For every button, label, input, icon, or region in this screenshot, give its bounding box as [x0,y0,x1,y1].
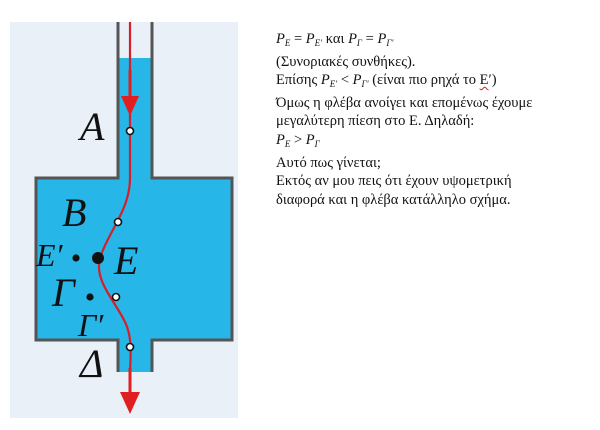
point-E-prime [72,254,79,261]
result-inequality-line [276,131,596,154]
eq-sign: = [290,31,306,47]
label-B: B [62,190,87,235]
explanation-text [276,30,596,209]
var-P-Gamma-prime: $P_{\Gamma'}$ [377,31,394,48]
point-Gamma-prime [86,293,93,300]
flow-arrow-top-shaft [129,70,132,98]
shallower-note: (είναι πιο ρηχά το [368,72,480,89]
also-word: Επίσης [276,72,321,89]
point-Delta [127,344,134,351]
eq-sign-2: = [362,31,378,47]
text-line-9: διαφορά και η φλέβα κατάλληλο σχήμα. [276,191,511,208]
label-Gamma-prime: Γ′ [78,307,104,343]
var-P-E: $P_E$ [276,31,291,48]
text-line-4: Όμως η φλέβα ανοίγει και επομένως έχουμε [276,94,533,111]
text-line-7: Αυτό πως γίνεται; [276,154,381,171]
label-E-prime: E′ [36,237,63,273]
boundary-conditions-line: (Συνοριακές συνθήκες). [276,53,416,70]
label-A: A [80,104,105,149]
text-line-8: Εκτός αν μου πεις ότι έχουν υψομετρική [276,173,512,190]
point-B [115,219,122,226]
var-P-Gamma-2: $P_\Gamma$ [305,131,320,149]
point-E-ref: Ε [479,72,489,89]
inequality-line [276,71,596,94]
gt-sign: > [290,131,306,148]
var-P-E-2: $P_E$ [276,131,291,149]
equality-line [276,30,596,53]
label-Gamma: Γ [52,270,75,315]
point-E [92,252,104,264]
text-line-5: μεγαλύτερη πίεση στο Ε. Δηλαδή: [276,113,475,130]
var-P-E-prime-2: $P_{E'}$ [320,72,338,90]
var-P-E-prime: $P_{E'}$ [305,31,323,48]
var-P-Gamma: $P_\Gamma$ [348,31,363,48]
paren-close: ′) [488,72,497,89]
conjunction: και [322,31,349,47]
point-Gamma [113,294,120,301]
var-P-Gamma-prime-2: $P_{\Gamma'}$ [352,72,369,90]
label-E: E [114,238,139,283]
pipe-flow-diagram [0,0,270,430]
point-A [127,128,134,135]
lt-sign: < [337,72,353,89]
label-Delta: Δ [80,341,104,386]
